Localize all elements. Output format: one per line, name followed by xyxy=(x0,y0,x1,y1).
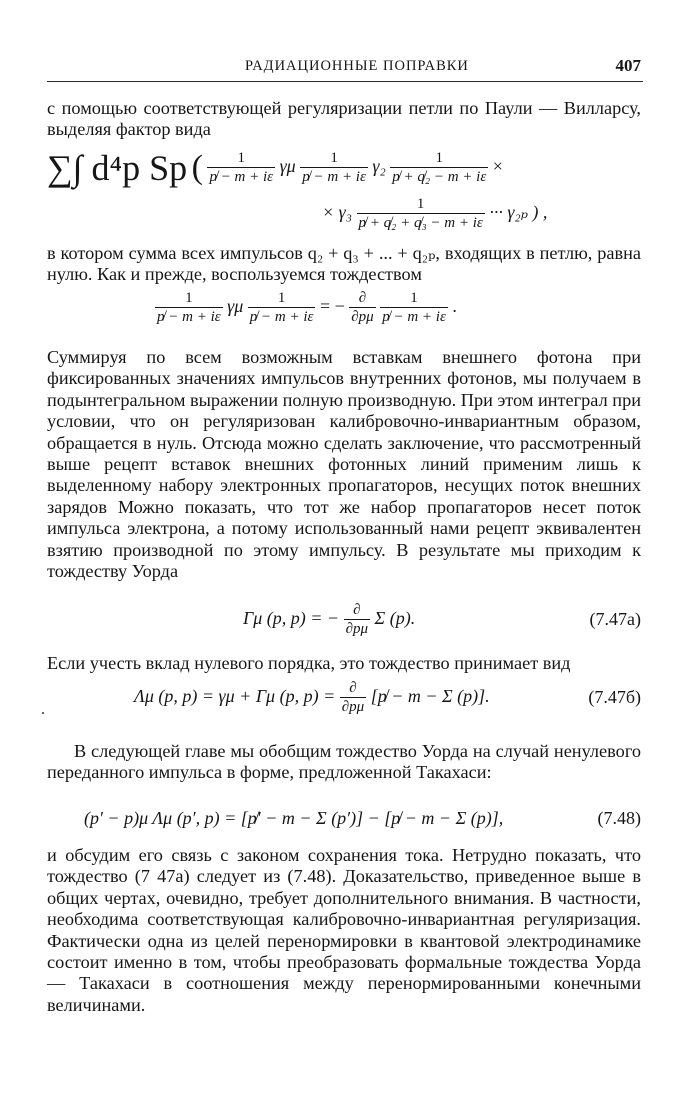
equals-minus: = − xyxy=(319,296,345,317)
fraction-denominator: p̸ + q̸₂ − m + iε xyxy=(392,169,487,185)
derivative-operator xyxy=(344,602,370,638)
equation-propagator-identity xyxy=(155,290,457,326)
derivative-denominator: ∂pμ xyxy=(351,309,374,325)
fraction-propagator-2 xyxy=(300,150,368,186)
running-title: РАДИАЦИОННЫЕ ПОПРАВКИ xyxy=(245,58,469,74)
fraction-denominator: p̸ + q̸₂ + q̸₃ − m + iε xyxy=(358,215,483,231)
fraction-numerator: 1 xyxy=(416,196,425,212)
fraction-identity-left xyxy=(155,290,223,326)
equation-trace-sum-cont xyxy=(322,196,547,232)
derivative-numerator: ∂ xyxy=(353,602,361,618)
vertex-lhs: Λμ (p, p) = γμ + Γμ (p, p) = xyxy=(134,686,336,707)
fraction-identity-right xyxy=(380,290,448,326)
derivative-denominator: ∂pμ xyxy=(345,621,369,637)
running-head xyxy=(47,58,643,80)
fraction-numerator: 1 xyxy=(277,290,286,306)
equation-number-747b: (7.47б) xyxy=(588,687,641,707)
fraction-denominator: p̸ − m + iε xyxy=(382,309,446,325)
gamma-3: × γ₃ xyxy=(322,202,352,223)
ward-lhs: Γμ (p, p) = − xyxy=(243,608,340,629)
print-speck xyxy=(42,712,44,714)
fraction-propagator-3 xyxy=(390,150,488,186)
trace-tail: ··· γ₂ₚ ) , xyxy=(489,202,548,223)
page-number: 407 xyxy=(615,56,641,75)
paragraph-momentum-sum: в котором сумма всех импульсов q₂ + q₃ + ... + q₂ₚ, входящих в петлю, равна нулю. Как и прежде, воспользуемся тождеством xyxy=(47,243,641,285)
derivative-operator xyxy=(349,290,375,326)
gamma-2: γ₂ xyxy=(372,156,386,177)
equation-number-748: (7.48) xyxy=(597,808,641,828)
gamma-mu: γμ xyxy=(279,156,296,177)
derivative-numerator: ∂ xyxy=(358,290,367,306)
ward-rhs: Σ (p). xyxy=(374,608,416,629)
fraction-identity-middle xyxy=(248,290,316,326)
fraction-denominator: p̸ − m + iε xyxy=(249,309,314,325)
paragraph-next-chapter: В следующей главе мы обобщим тождество Уорда на случай ненулевого переданного импульса в форме, предложенной Такахаси: xyxy=(47,741,641,783)
paragraph-discussion: и обсудим его связь с законом сохранения тока. Нетрудно показать, что тождество (7 47а) следует из (7.48). Доказательство, приведенное выше в общих чертах, очевидно, требует дополнительного внимания. В частности, необходима соответствующая калибровочно-инвариантная регуляризация. Фактически одна из целей перенормировки в квантовой электродинамике состоит именно в том, чтобы преобразовать формальные тождества Уорда — Такахаси в соотношения между перенормированными конечными величинами. xyxy=(47,845,641,1015)
derivative-operator xyxy=(340,680,366,716)
paragraph-intro: с помощью соответствующей регуляризации петли по Паули — Вилларсу, выделяя фактор вида xyxy=(47,98,641,140)
fraction-denominator: p̸ − m + iε xyxy=(302,169,366,185)
equation-ward-747a xyxy=(243,602,415,638)
times-sign: × xyxy=(492,156,503,177)
gamma-mu: γμ xyxy=(227,296,244,317)
fraction-denominator: p̸ − m + iε xyxy=(157,309,221,325)
derivative-denominator: ∂pμ xyxy=(341,699,365,715)
equation-trace-sum xyxy=(47,150,503,186)
vertex-rhs: [p̸ − m − Σ (p)]. xyxy=(370,686,490,707)
fraction-numerator: 1 xyxy=(410,290,418,306)
fraction-numerator: 1 xyxy=(330,150,338,166)
paragraph-summation: Суммируя по всем возможным вставкам внешнего фотона при фиксированных значениях импульсов внутренних фотонов, мы получаем в подынтегральном выражении полную производную. При этом интеграл при условии, что он регуляризован калибровочно-инвариантным образом, обращается в нуль. Отсюда можно сделать заключение, что рассмотренный выше рецепт вставок внешних фотонных линий применим лишь к выделенному набору электронных пропагаторов, несущих поток внешних зарядов Можно показать, что тот же набор пропагаторов несет поток импульса электрона, а потому использованный нами рецепт эквивалентен взятию производной по этому импульсу. В результате мы приходим к тождеству Уорда xyxy=(47,347,641,582)
fraction-propagator-4 xyxy=(357,196,485,232)
equation-ward-747b xyxy=(134,680,490,716)
equation-ward-takahashi-748: (p′ − p)μ Λμ (p′, p) = [p̸′ − m − Σ (p′)] − [p̸ − m − Σ (p)], xyxy=(84,808,504,828)
equation-number-747a: (7.47а) xyxy=(589,609,641,629)
fraction-numerator: 1 xyxy=(435,150,443,166)
fraction-propagator-1 xyxy=(207,150,275,186)
fraction-numerator: 1 xyxy=(237,150,246,166)
fraction-denominator: p̸ − m + iε xyxy=(209,169,274,185)
fraction-numerator: 1 xyxy=(185,290,193,306)
equation-period: . xyxy=(452,296,457,317)
derivative-numerator: ∂ xyxy=(349,680,357,696)
paragraph-zero-order: Если учесть вклад нулевого порядка, это тождество принимает вид xyxy=(47,653,571,673)
left-paren: ( xyxy=(191,149,203,186)
sum-integral-sign: ∑∫ d⁴p Sp xyxy=(47,148,188,188)
header-rule xyxy=(47,81,643,82)
